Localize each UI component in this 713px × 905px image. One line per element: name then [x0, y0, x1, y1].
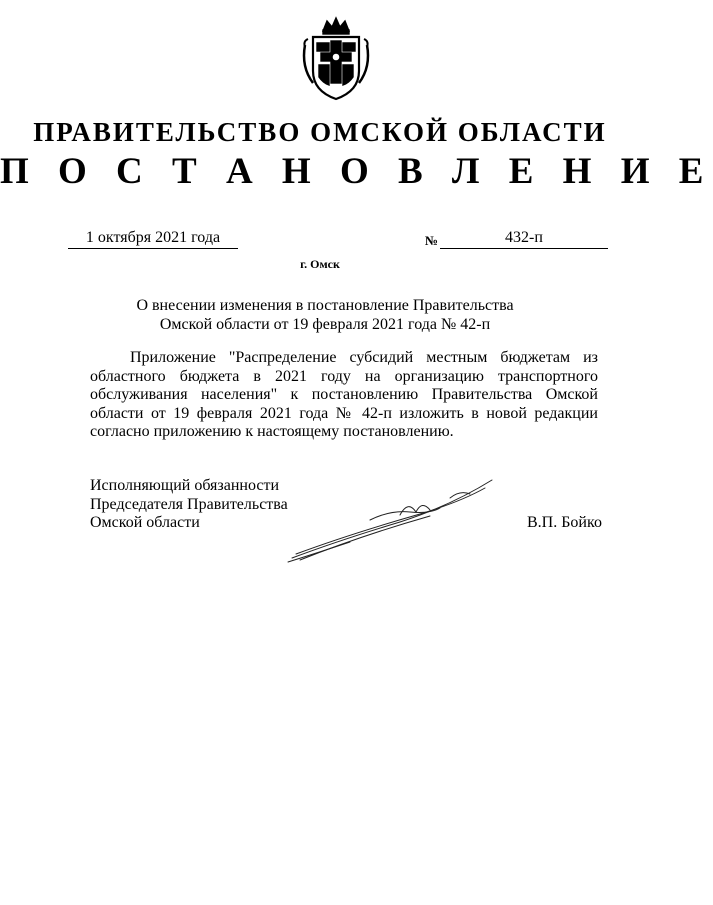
coat-of-arms-emblem — [299, 15, 373, 103]
subject-line-2: Омской области от 19 февраля 2021 года № 42-п — [159, 316, 491, 333]
organization-title: ПРАВИТЕЛЬСТВО ОМСКОЙ ОБЛАСТИ — [33, 117, 607, 147]
document-type-title: П О С Т А Н О В Л Е Н И Е — [0, 151, 713, 192]
signer-position-line-3: Омской области — [90, 514, 200, 531]
body-paragraph: Приложение "Распределение субсидий местным бюджетам из областного бюджета в 2021 году на организацию транспортного обслуживания населения" к постановлению Правительства Омской области от 19 февраля 2021 года № 42-п изложить в новой редакции согласно приложению к настоящему постановлению. — [90, 349, 598, 441]
document-date: 1 октября 2021 года — [68, 229, 238, 249]
signer-position-line-2: Председателя Правительства — [90, 495, 288, 513]
signer-position-line-1: Исполняющий обязанности — [90, 477, 280, 494]
document-number: 432-п — [440, 229, 608, 249]
subject-line-1: О внесении изменения в постановление Правительства — [136, 297, 514, 314]
signer-position — [90, 477, 288, 533]
city-label: г. Омск — [300, 257, 340, 271]
signer-name: В.П. Бойко — [527, 514, 602, 531]
document-subject — [90, 296, 560, 334]
handwritten-signature — [280, 470, 500, 570]
number-label: № — [425, 233, 439, 248]
